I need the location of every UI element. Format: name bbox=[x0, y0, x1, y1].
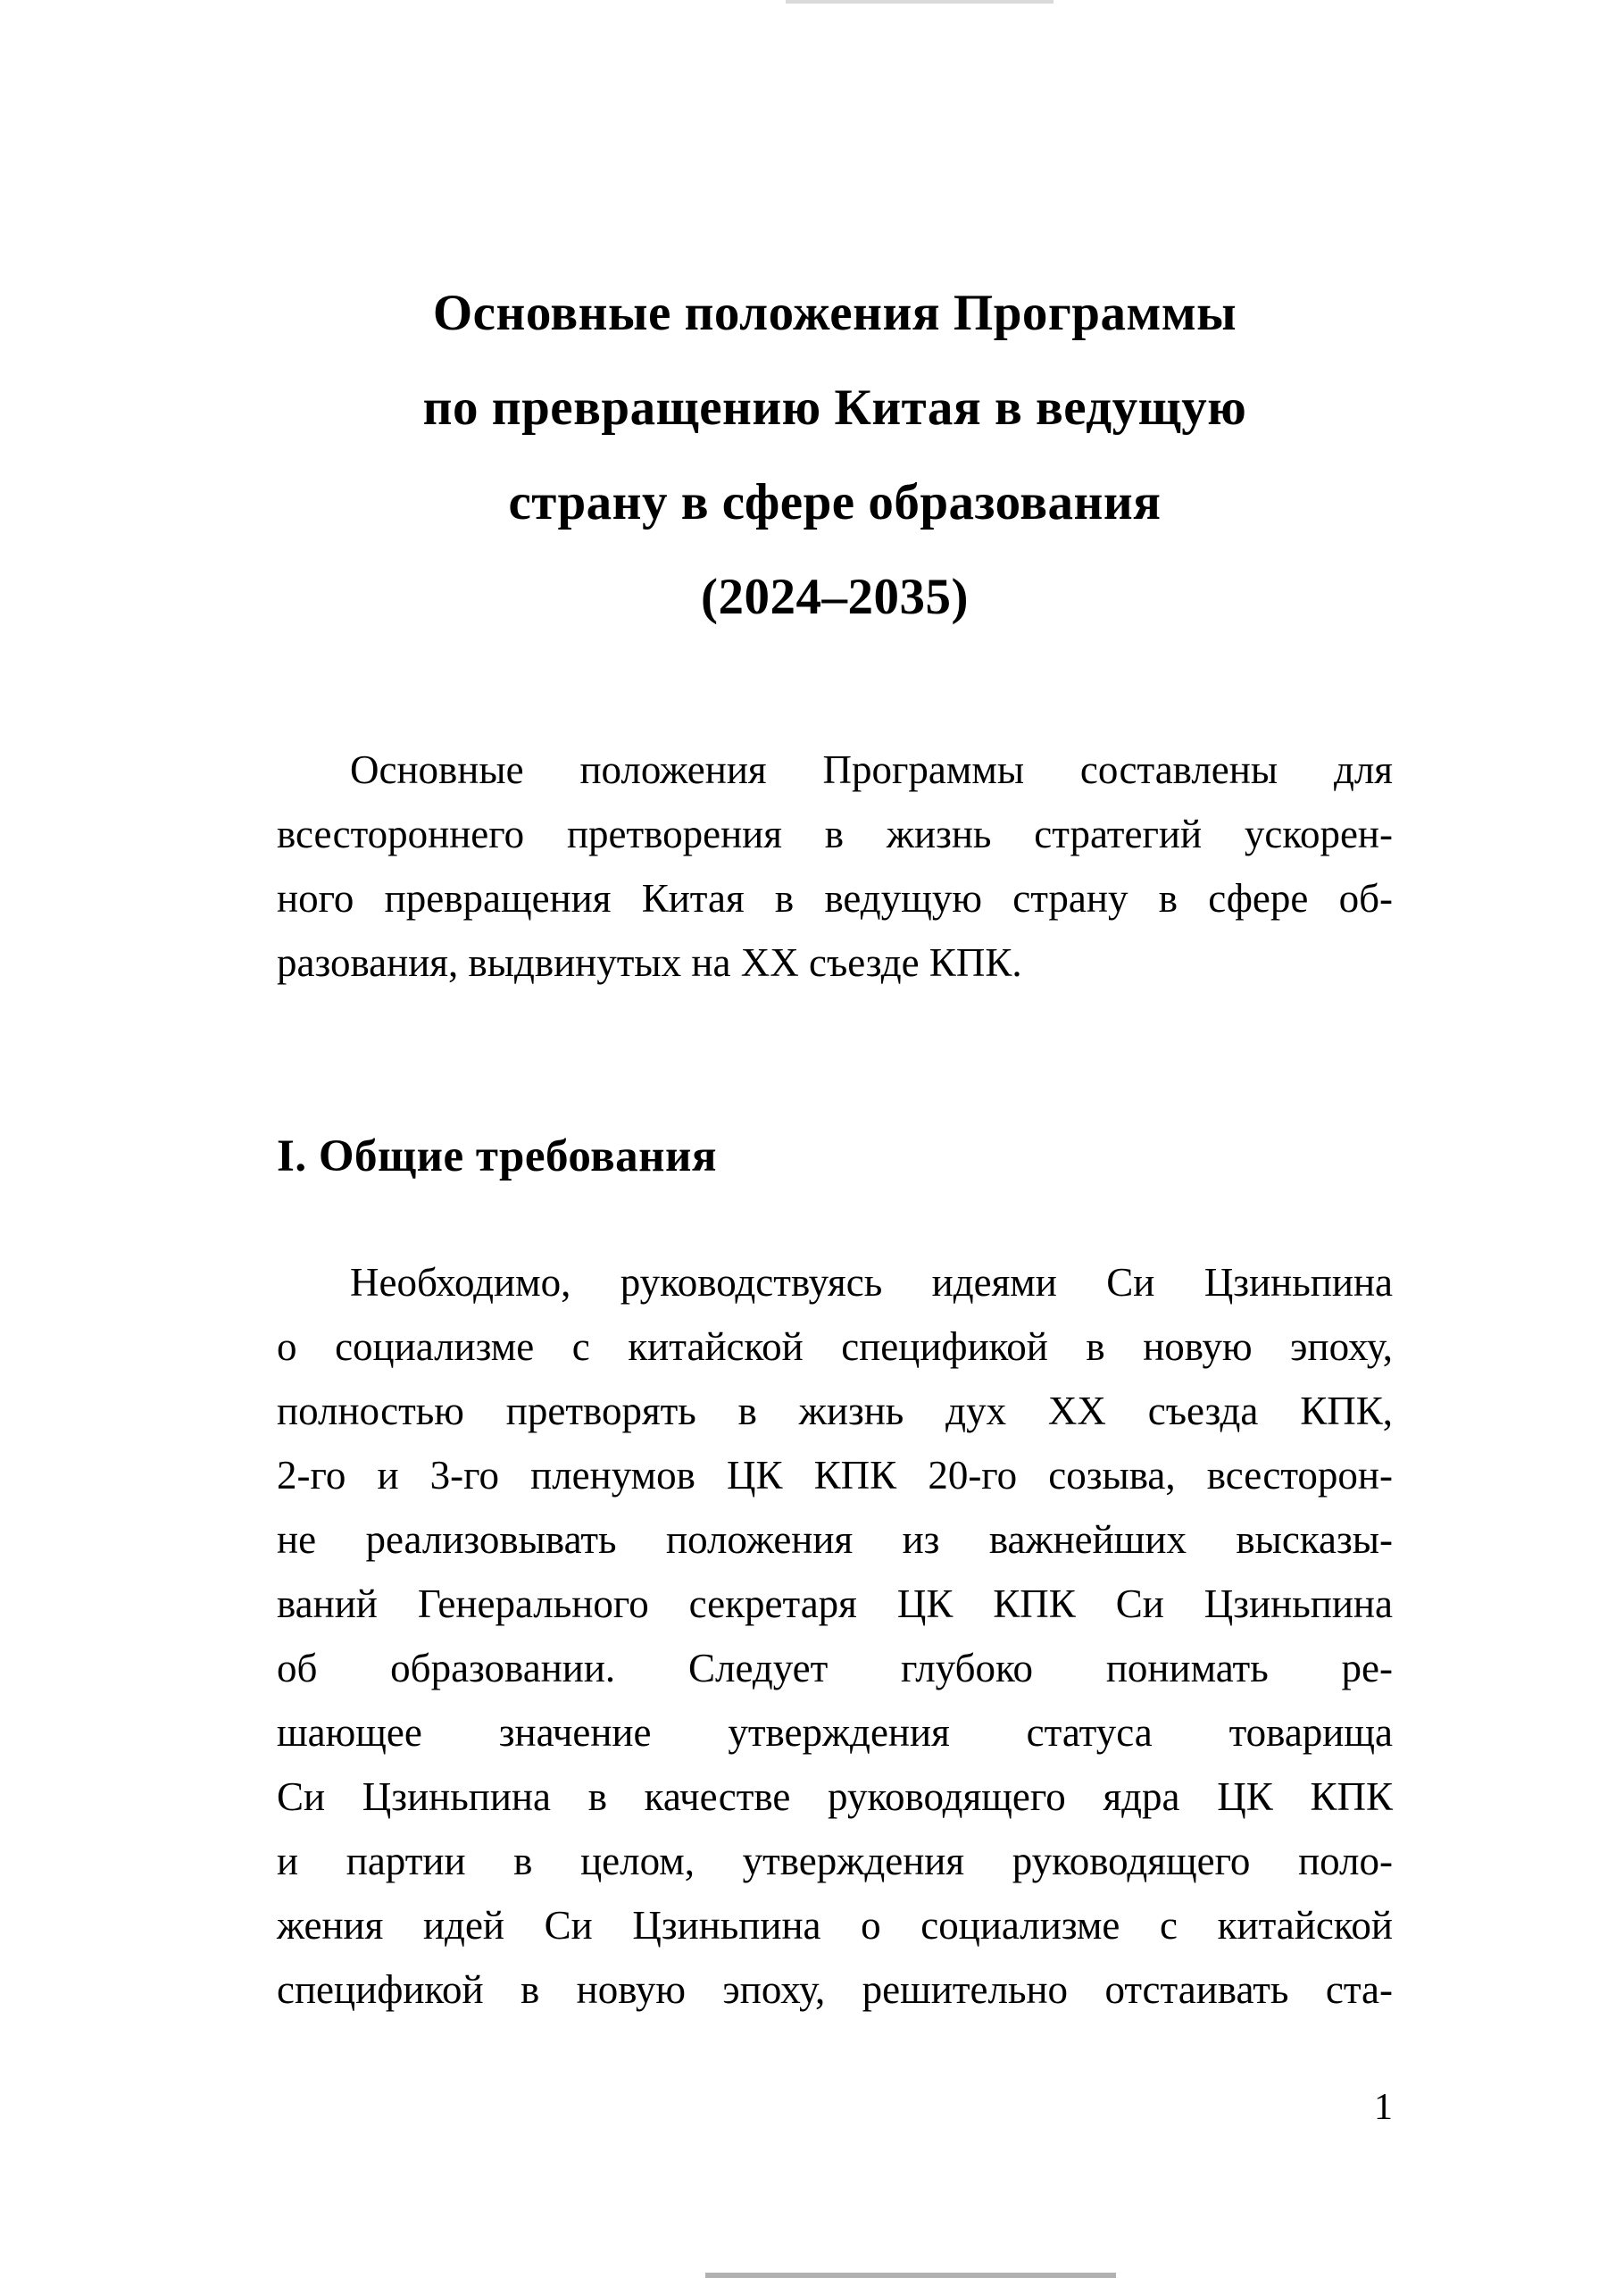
title-line: страну в сфере образования bbox=[508, 474, 1162, 530]
text-line: Основные положения Программы составлены для bbox=[350, 747, 1393, 792]
body-paragraph bbox=[277, 1250, 1393, 2022]
text-line: и партии в целом, утверждения руководящего поло- bbox=[277, 1839, 1393, 1883]
text-line: о социализме с китайской спецификой в новую эпоху, bbox=[277, 1324, 1393, 1369]
text-line: жения идей Си Цзиньпина о социализме с китайской bbox=[277, 1903, 1393, 1948]
text-line: 2-го и 3-го пленумов ЦК КПК 20-го созыва, всесторон- bbox=[277, 1453, 1393, 1498]
page-number: 1 bbox=[1374, 2087, 1393, 2128]
text-line: шающее значение утверждения статуса товарища bbox=[277, 1710, 1393, 1755]
text-line: ного превращения Китая в ведущую страну в сфере об- bbox=[277, 876, 1393, 921]
text-line: Необходимо, руководствуясь идеями Си Цзиньпина bbox=[350, 1260, 1393, 1305]
section-heading: I. Общие требования bbox=[277, 1131, 717, 1181]
page-content bbox=[277, 0, 1393, 2022]
title-line: Основные положения Программы bbox=[432, 285, 1237, 341]
text-line: разования, выдвинутых на XX съезде КПК. bbox=[277, 940, 1022, 985]
title-line: (2024–2035) bbox=[701, 569, 969, 625]
text-line: об образовании. Следует глубоко понимать ре- bbox=[277, 1646, 1393, 1690]
text-line: не реализовывать положения из важнейших высказы- bbox=[277, 1517, 1393, 1562]
intro-paragraph bbox=[277, 738, 1393, 995]
document-title bbox=[277, 0, 1393, 645]
text-line: ваний Генерального секретаря ЦК КПК Си Цзиньпина bbox=[277, 1581, 1393, 1626]
text-line: всестороннего претворения в жизнь стратегий ускорен- bbox=[277, 812, 1393, 856]
scan-artifact-bottom bbox=[705, 2273, 1116, 2278]
text-line: полностью претворять в жизнь дух XX съезда КПК, bbox=[277, 1389, 1393, 1433]
title-line: по превращению Китая в ведущую bbox=[422, 380, 1247, 436]
text-line: спецификой в новую эпоху, решительно отстаивать ста- bbox=[277, 1967, 1393, 2012]
text-line: Си Цзиньпина в качестве руководящего ядра ЦК КПК bbox=[277, 1774, 1393, 1819]
